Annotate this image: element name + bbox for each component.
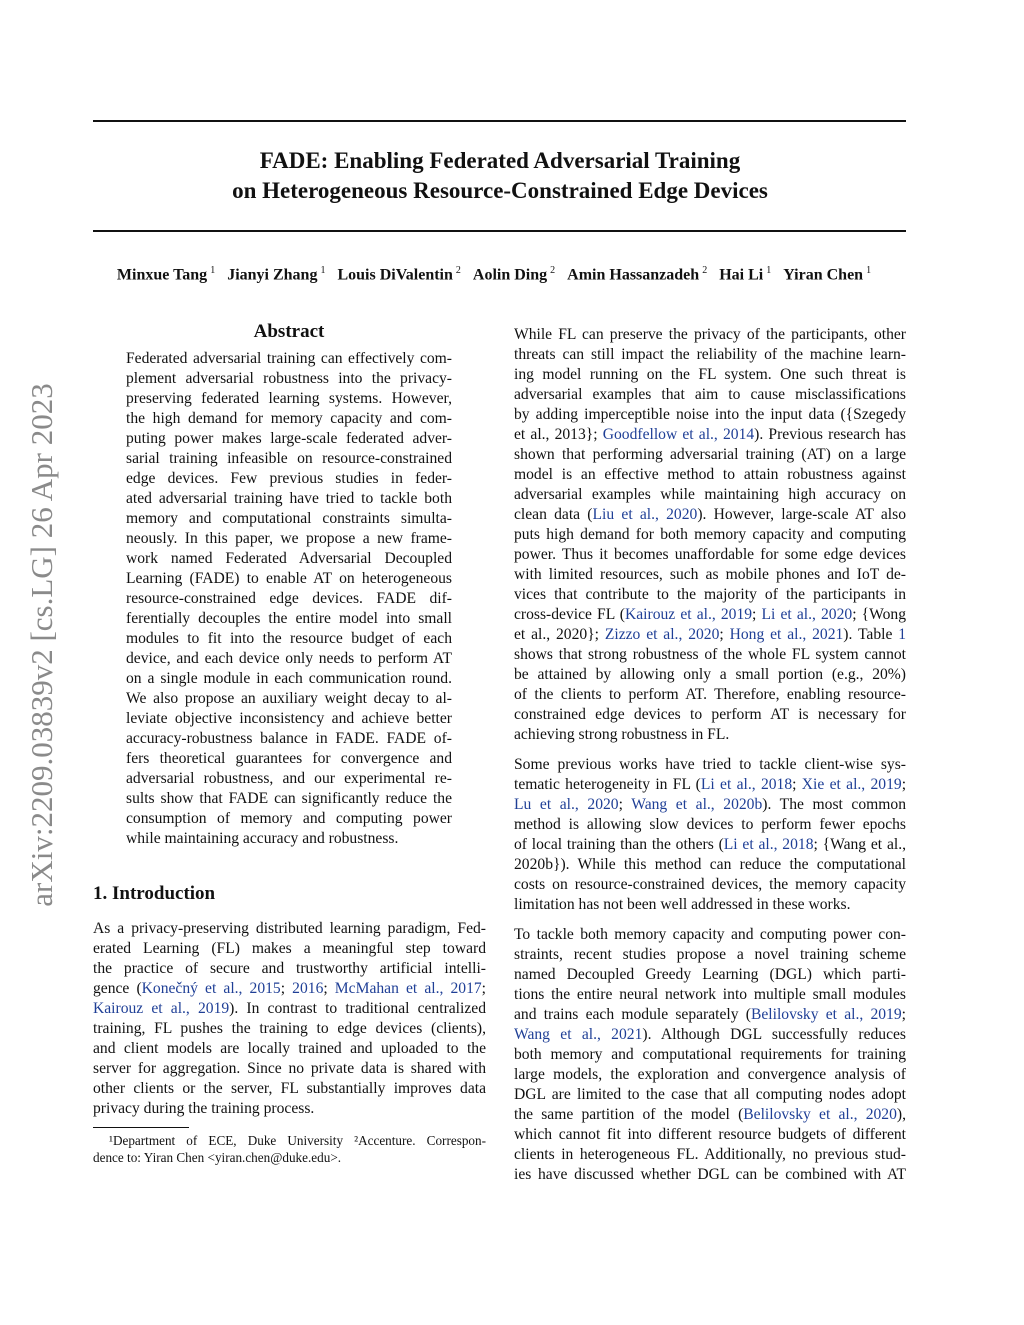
- citation-link[interactable]: Belilovsky et al., 2019: [750, 1006, 902, 1023]
- citation-link[interactable]: Xie et al., 2019: [801, 776, 902, 793]
- text-line: While FL can preserve the privacy of the participants, other: [514, 326, 906, 343]
- citation-link[interactable]: 2016: [292, 980, 324, 997]
- text-line: fers theoretical guarantees for convergence and: [126, 750, 452, 767]
- text-line: sults show that FADE can significantly reduce the: [126, 790, 452, 807]
- text-line: both memory and computational requirements for training: [514, 1046, 906, 1063]
- text-line: method is allowing slow devices to perform fewer epochs: [514, 816, 906, 833]
- affiliation-mark: 1: [320, 265, 326, 276]
- text-line: costs on resource-constrained devices, the memory capacity: [514, 876, 906, 893]
- text-line: of the clients to perform AT. Therefore, enabling resource-: [514, 686, 906, 703]
- text-line: To tackle both memory capacity and computing power con-: [514, 926, 906, 943]
- affiliation-mark: 2: [702, 265, 708, 276]
- text-line: accuracy-robustness balance in FADE. FADE of-: [126, 730, 452, 747]
- text-line: ferentially decouples the entire model into small: [126, 610, 452, 627]
- text-line: resource-constrained edge devices. FADE dif-: [126, 590, 452, 607]
- text-line: be attained by allowing only a small portion (e.g., 20%): [514, 666, 906, 683]
- text-line: named Decoupled Greedy Learning (DGL) which parti-: [514, 966, 906, 983]
- text-line: limitation has not been well addressed in these works.: [514, 896, 851, 913]
- text-line: plement adversarial robustness into the privacy-: [126, 370, 452, 387]
- citation-link[interactable]: Liu et al., 2020: [592, 506, 698, 523]
- footnote-line: dence to: Yiran Chen <yiran.chen@duke.edu>.: [93, 1150, 342, 1165]
- text-line: puts high demand for both memory capacity and computing: [514, 526, 906, 543]
- text-line: 2020b}). While this method can reduce the computational: [514, 856, 906, 873]
- text-line: and client models are locally trained and uploaded to the: [93, 1040, 486, 1057]
- text-line: adversarial examples while maintaining high accuracy on: [514, 486, 906, 503]
- citation-link[interactable]: Goodfellow et al., 2014: [602, 426, 755, 443]
- text-line: Wang et al., 2021). Although DGL successfully reduces: [514, 1026, 907, 1043]
- right-paragraph-1: [514, 325, 906, 745]
- arxiv-identifier: arXiv:2209.03839v2 [cs.LG] 26 Apr 2023: [24, 383, 59, 907]
- text-line: power. Thus it becomes unaffordable for some edge devices: [514, 546, 906, 563]
- citation-link[interactable]: Li et al., 2020: [761, 606, 853, 623]
- text-line: shows that strong robustness of the whole FL system cannot: [514, 646, 906, 663]
- text-line: the practice of secure and trustworthy artificial intelli-: [93, 960, 486, 977]
- text-line: with limited resources, such as mobile phones and IoT de-: [514, 566, 906, 583]
- right-paragraph-3: [514, 925, 906, 1185]
- text-line: ated adversarial training have tried to tackle both: [126, 490, 452, 507]
- text-line: large models, the exploration and convergence analysis of: [514, 1066, 906, 1083]
- citation-link[interactable]: Hong et al., 2021: [729, 626, 844, 643]
- text-line: Federated adversarial training can effectively com-: [126, 350, 452, 367]
- text-line: Learning (FADE) to enable AT on heterogeneous: [126, 570, 452, 587]
- text-line: device, and each device only needs to perform AT: [126, 650, 452, 667]
- citation-link[interactable]: Wang et al., 2020b: [631, 796, 763, 813]
- citation-link[interactable]: Zizzo et al., 2020: [604, 626, 720, 643]
- footnote-line: ¹Department of ECE, Duke University ²Accenture. Correspon-: [109, 1133, 486, 1148]
- text-line: et al., 2020}; Zizzo et al., 2020; Hong et al., 2021). Table 1: [514, 626, 907, 643]
- abstract-heading: Abstract: [253, 321, 325, 342]
- citation-link[interactable]: Wang et al., 2021: [514, 1026, 643, 1043]
- footnote-rule: [93, 1127, 189, 1128]
- text-line: privacy during the training process.: [93, 1100, 315, 1117]
- text-line: neously. In this paper, we propose a new frame-: [126, 530, 452, 547]
- citation-link[interactable]: Li et al., 2018: [700, 776, 793, 793]
- affiliation-mark: 1: [866, 265, 872, 276]
- text-line: Some previous works have tried to tackle client-wise sys-: [514, 756, 906, 773]
- text-line: model is an effective method to attain robustness against: [514, 466, 906, 483]
- citation-link[interactable]: Konečný et al., 2015: [141, 980, 281, 997]
- author-name: Yiran Chen: [783, 266, 864, 284]
- citation-link[interactable]: Kairouz et al., 2019: [93, 1000, 230, 1017]
- text-line: straints, recent studies propose a novel training scheme: [514, 946, 906, 963]
- citation-link[interactable]: Kairouz et al., 2019: [624, 606, 753, 623]
- author-name: Aolin Ding: [472, 266, 548, 284]
- text-line: other clients or the server, FL substantially improves data: [93, 1080, 486, 1097]
- text-line: tematic heterogeneity in FL (Li et al., 2018; Xie et al., 2019;: [514, 776, 907, 793]
- text-line: We also propose an auxiliary weight decay to al-: [126, 690, 452, 707]
- author-name: Hai Li: [719, 266, 764, 284]
- text-line: gence (Konečný et al., 2015; 2016; McMahan et al., 2017;: [93, 980, 487, 997]
- author-name: Louis DiValentin: [337, 266, 453, 284]
- text-line: edge devices. Few previous studies in feder-: [126, 470, 452, 487]
- citation-link[interactable]: Lu et al., 2020: [514, 796, 619, 813]
- text-line: shown that performing adversarial training (AT) on a large: [514, 446, 906, 463]
- text-line: tions the entire neural network into multiple small modules: [514, 986, 906, 1003]
- text-line: training, FL pushes the training to edge devices (clients),: [93, 1020, 486, 1037]
- text-line: clients in heterogeneous FL. Additionally, no previous stud-: [514, 1146, 906, 1163]
- right-paragraph-2: [514, 755, 906, 915]
- text-line: leviate objective inconsistency and achieve better: [126, 710, 452, 727]
- text-line: server for aggregation. Since no private data is shared with: [93, 1060, 486, 1077]
- text-line: puting power makes large-scale federated adver-: [126, 430, 452, 447]
- author-list: [0, 265, 1000, 284]
- citation-link[interactable]: McMahan et al., 2017: [334, 980, 482, 997]
- affiliation-mark: 1: [210, 265, 216, 276]
- text-line: while maintaining accuracy and robustness.: [126, 830, 399, 847]
- text-line: which cannot fit into different resource budgets of different: [514, 1126, 906, 1143]
- author-name: Minxue Tang: [116, 266, 208, 284]
- text-line: by adding imperceptible noise into the input data ({Szegedy: [514, 406, 906, 423]
- affiliation-mark: 1: [766, 265, 772, 276]
- text-line: preserving federated learning systems. However,: [126, 390, 452, 407]
- intro-paragraph-1: [93, 919, 486, 1119]
- affiliation-mark: 2: [455, 265, 461, 276]
- text-line: sarial training infeasible on resource-constrained: [126, 450, 452, 467]
- text-line: adversarial robustness, and our experimental re-: [126, 770, 452, 787]
- text-line: modules to fit into the resource budget of each: [126, 630, 452, 647]
- text-line: and trains each module separately (Belilovsky et al., 2019;: [514, 1006, 906, 1023]
- footnote: [93, 1132, 486, 1166]
- author-name: Jianyi Zhang: [227, 266, 318, 284]
- text-line: As a privacy-preserving distributed learning paradigm, Fed-: [93, 920, 486, 937]
- author-name: Amin Hassanzadeh: [567, 266, 700, 284]
- text-line: cross-device FL (Kairouz et al., 2019; Li et al., 2020; {Wong: [514, 606, 906, 623]
- text-line: work named Federated Adversarial Decoupled: [126, 550, 452, 567]
- citation-link[interactable]: Li et al., 2018: [723, 836, 814, 853]
- text-line: threats can still impact the reliability of the machine learn-: [514, 346, 906, 363]
- text-line: ies have discussed whether DGL can be combined with AT: [514, 1166, 906, 1183]
- top-rule: [93, 120, 906, 122]
- text-line: the high demand for memory capacity and com-: [126, 410, 452, 427]
- text-line: the same partition of the model (Belilovsky et al., 2020),: [514, 1106, 906, 1123]
- text-line: vices that contribute to the majority of the participants in: [514, 586, 906, 603]
- title-line-2: on Heterogeneous Resource-Constrained Edge Devices: [232, 178, 768, 203]
- introduction-heading: 1. Introduction: [93, 883, 216, 904]
- text-line: on a single module in each communication round.: [126, 670, 452, 687]
- citation-link[interactable]: Belilovsky et al., 2020: [743, 1106, 897, 1123]
- text-line: clean data (Liu et al., 2020). However, large-scale AT also: [514, 506, 907, 523]
- text-line: adversarial examples that aim to cause misclassifications: [514, 386, 906, 403]
- text-line: memory and computational constraints simulta-: [126, 510, 452, 527]
- bottom-title-rule: [93, 230, 906, 232]
- text-line: et al., 2013}; Goodfellow et al., 2014). Previous research has: [514, 426, 906, 443]
- text-line: achieving strong robustness in FL.: [514, 726, 730, 743]
- abstract-text: [126, 349, 452, 849]
- text-line: erated Learning (FL) makes a meaningful step toward: [93, 940, 486, 957]
- title-line-1: FADE: Enabling Federated Adversarial Training: [259, 148, 741, 173]
- citation-link[interactable]: 1: [898, 626, 907, 643]
- text-line: DGL are limited to the case that all computing nodes adopt: [514, 1086, 906, 1103]
- text-line: Kairouz et al., 2019). In contrast to traditional centralized: [93, 1000, 486, 1017]
- text-line: of local training than the others (Li et al., 2018; {Wang et al.,: [514, 836, 906, 853]
- text-line: Lu et al., 2020; Wang et al., 2020b). The most common: [514, 796, 906, 813]
- text-line: ing model running on the FL system. One such threat is: [514, 366, 906, 383]
- affiliation-mark: 2: [550, 265, 556, 276]
- text-line: constrained edge devices to perform AT is necessary for: [514, 706, 906, 723]
- text-line: consumption of memory and computing power: [126, 810, 452, 827]
